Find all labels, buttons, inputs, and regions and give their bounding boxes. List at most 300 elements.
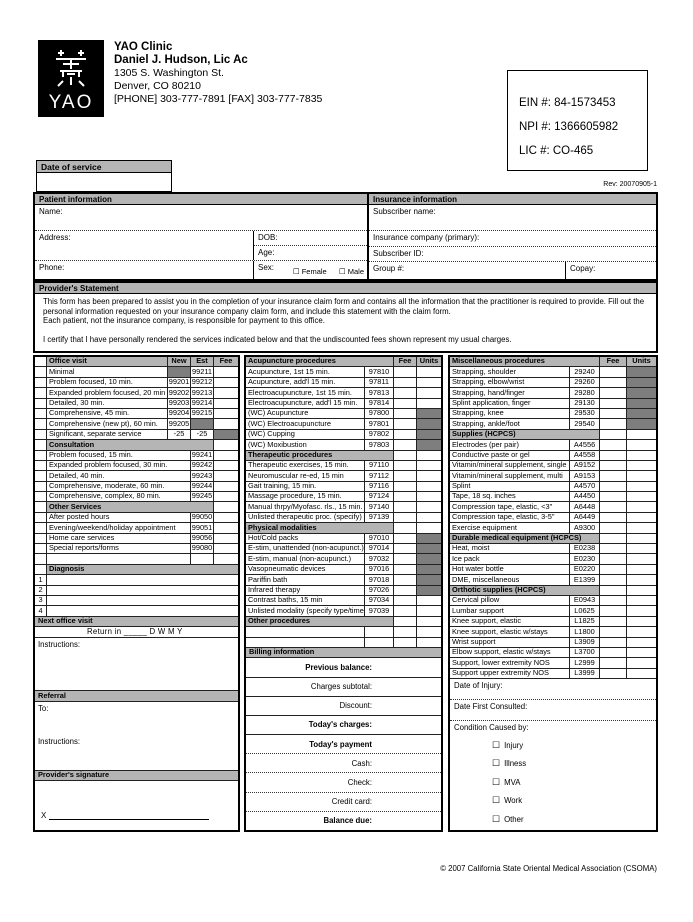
fee-cell[interactable] xyxy=(214,378,238,387)
billing-row xyxy=(246,658,441,677)
table-row xyxy=(35,482,238,492)
subscriber-id-field[interactable]: Subscriber ID: xyxy=(369,247,656,262)
next-visit-instructions-field[interactable]: Instructions: xyxy=(35,638,238,692)
fee-cell[interactable] xyxy=(600,658,627,667)
table-row xyxy=(35,627,238,637)
table-row xyxy=(450,461,656,471)
fee-cell[interactable] xyxy=(600,565,627,574)
procedure-label: Hot/Cold packs xyxy=(246,534,365,543)
units-cell[interactable] xyxy=(417,388,441,397)
billing-row xyxy=(246,793,441,812)
cpt-code: A4450 xyxy=(570,492,600,501)
checkbox-icon[interactable]: ☐ xyxy=(492,795,501,806)
table-row xyxy=(246,617,441,627)
units-cell[interactable] xyxy=(417,502,441,511)
procedure-label: Problem focused, 10 min. xyxy=(47,378,168,387)
fee-cell[interactable] xyxy=(600,482,627,491)
phone-field[interactable]: Phone: xyxy=(39,263,65,272)
table-row xyxy=(35,596,238,606)
checkbox-icon[interactable]: ☐ xyxy=(492,758,501,769)
cpt-code: L0625 xyxy=(570,606,600,615)
fee-cell[interactable] xyxy=(600,513,627,522)
provider-id-box xyxy=(507,70,648,171)
billing-label: Today's payment xyxy=(309,739,372,749)
units-cell[interactable] xyxy=(417,461,441,470)
units-cell[interactable] xyxy=(417,367,441,376)
units-cell[interactable] xyxy=(627,554,656,563)
fee-cell[interactable] xyxy=(214,388,238,397)
table-row xyxy=(246,409,441,419)
office-visit-title: Office visit xyxy=(47,357,168,366)
procedure-label: Massage procedure, 15 min. xyxy=(246,492,365,501)
fee-cell[interactable] xyxy=(214,471,238,480)
fee-cell[interactable] xyxy=(394,502,417,511)
fee-cell[interactable] xyxy=(394,492,417,501)
date-first-consulted-field[interactable]: Date First Consulted: xyxy=(450,700,656,721)
table-row xyxy=(35,399,238,409)
diagnosis-field[interactable] xyxy=(47,606,238,615)
fee-cell[interactable] xyxy=(394,440,417,449)
date-of-injury-field[interactable]: Date of Injury: xyxy=(450,679,656,700)
fee-cell[interactable] xyxy=(394,606,417,615)
units-cell[interactable] xyxy=(627,617,656,626)
billing-amount-field[interactable] xyxy=(374,697,441,715)
units-cell-na xyxy=(627,388,656,397)
cpt-code: E0238 xyxy=(570,544,600,553)
diagnosis-field[interactable] xyxy=(47,586,238,595)
units-cell[interactable] xyxy=(627,575,656,584)
fee-cell[interactable] xyxy=(600,399,627,408)
fee-cell[interactable] xyxy=(600,419,627,428)
signature-area xyxy=(35,781,238,830)
cpt-code: 97039 xyxy=(365,606,394,615)
fee-cell[interactable] xyxy=(214,399,238,408)
units-cell[interactable] xyxy=(627,523,656,532)
units-cell[interactable] xyxy=(627,451,656,460)
condition-option-label: MVA xyxy=(504,777,521,787)
fee-cell[interactable] xyxy=(394,409,417,418)
fee-cell[interactable] xyxy=(394,378,417,387)
diagnosis-number: 4 xyxy=(35,606,47,615)
fee-cell[interactable] xyxy=(394,513,417,522)
cpt-code: L2999 xyxy=(570,658,600,667)
table-row xyxy=(450,638,656,648)
fee-cell xyxy=(600,430,627,439)
cpt-code: 97810 xyxy=(365,367,394,376)
units-cell[interactable] xyxy=(627,565,656,574)
table-row xyxy=(450,544,656,554)
units-cell[interactable] xyxy=(627,492,656,501)
table-row xyxy=(450,409,656,419)
dob-field[interactable]: DOB: xyxy=(254,231,367,246)
table-row xyxy=(246,513,441,523)
cpt-code: 99056 xyxy=(191,533,213,543)
cpt-code: 29260 xyxy=(570,378,600,387)
signature-x-line[interactable] xyxy=(41,811,209,820)
table-row xyxy=(246,586,441,596)
x-label: X xyxy=(41,811,47,821)
procedure-label: Support, lower extremity NOS xyxy=(450,658,570,667)
units-cell-na xyxy=(417,565,441,574)
fee-cell[interactable] xyxy=(600,648,627,657)
table-row xyxy=(35,388,238,398)
table-row xyxy=(450,482,656,492)
table-row xyxy=(450,596,656,606)
copay-field[interactable]: Copay: xyxy=(565,262,656,279)
units-cell[interactable] xyxy=(627,648,656,657)
units-cell[interactable] xyxy=(417,399,441,408)
fee-cell[interactable] xyxy=(214,523,238,532)
cpt-code: 97140 xyxy=(365,502,394,511)
table-row xyxy=(35,451,238,461)
fee-cell[interactable] xyxy=(600,461,627,470)
fee-cell[interactable] xyxy=(394,554,417,563)
fee-cell[interactable] xyxy=(600,669,627,678)
cpt-code: A4558 xyxy=(570,451,600,460)
return-in-field[interactable]: Return in _____ D W M Y xyxy=(87,627,183,636)
referral-instructions-field[interactable]: Instructions: xyxy=(35,735,238,771)
fee-cell[interactable] xyxy=(600,596,627,605)
diagnosis-number: 2 xyxy=(35,586,47,595)
diagnosis-field[interactable] xyxy=(47,575,238,584)
patient-phone-row xyxy=(35,261,367,279)
fee-cell[interactable] xyxy=(394,596,417,605)
billing-label: Balance due: xyxy=(323,816,372,826)
age-field[interactable]: Age: xyxy=(258,248,275,257)
procedure-label: Contrast baths, 15 min xyxy=(246,596,365,605)
condition-option-label: Work xyxy=(504,796,523,806)
checkbox-icon[interactable]: ☐ xyxy=(492,739,501,750)
procedure-label: Vitamin/mineral supplement, multi xyxy=(450,471,570,480)
fee-cell[interactable] xyxy=(600,378,627,387)
units-cell[interactable] xyxy=(627,482,656,491)
billing-amount-field[interactable] xyxy=(374,793,441,811)
condition-checkbox-row xyxy=(450,736,656,755)
table-row xyxy=(35,586,238,596)
billing-amount-field[interactable] xyxy=(374,716,441,734)
fee-cell[interactable] xyxy=(214,409,238,418)
units-cell xyxy=(417,451,441,460)
yao-seal-icon xyxy=(54,47,88,87)
fee-cell[interactable] xyxy=(394,534,417,543)
gutter-cell xyxy=(35,388,47,397)
table-row xyxy=(246,554,441,564)
cpt-code: 97026 xyxy=(365,586,394,595)
patient-name-field[interactable]: Name: xyxy=(35,205,367,231)
fee-cell[interactable] xyxy=(600,502,627,511)
fee-cell[interactable] xyxy=(600,388,627,397)
subscriber-name-field[interactable]: Subscriber name: xyxy=(369,205,656,231)
fee-cell[interactable] xyxy=(394,565,417,574)
fee-cell[interactable] xyxy=(600,492,627,501)
fee-cell[interactable] xyxy=(214,451,238,460)
units-cell[interactable] xyxy=(417,482,441,491)
ein-number: EIN #: 84-1573453 xyxy=(519,97,616,109)
fee-cell[interactable] xyxy=(600,554,627,563)
fee-cell[interactable] xyxy=(600,367,627,376)
table-row xyxy=(246,638,441,648)
fee-cell[interactable] xyxy=(394,471,417,480)
cpt-code: A4570 xyxy=(570,482,600,491)
gutter-cell xyxy=(35,357,47,366)
cpt-code: 97124 xyxy=(365,492,394,501)
table-row xyxy=(35,534,238,544)
cpt-code: L3700 xyxy=(570,648,600,657)
fee-cell[interactable] xyxy=(600,523,627,532)
condition-caused-by-group xyxy=(450,721,656,830)
fee-cell[interactable] xyxy=(600,606,627,615)
cpt-code: 99050 xyxy=(191,512,213,522)
units-cell[interactable] xyxy=(627,596,656,605)
units-cell[interactable] xyxy=(627,471,656,480)
gutter-cell xyxy=(35,544,47,553)
procedure-label: Splint application, finger xyxy=(450,399,570,408)
statement-paragraph-2: Each patient, not the insurance company, is responsible for payment to this office. xyxy=(43,316,325,326)
gutter-cell xyxy=(35,523,47,532)
procedure-label: Conductive paste or gel xyxy=(450,451,570,460)
procedure-label: Acupuncture, 1st 15 min. xyxy=(246,367,365,376)
cpt-code: 97814 xyxy=(365,399,394,408)
billing-amount-field[interactable] xyxy=(374,735,441,753)
units-cell[interactable] xyxy=(627,658,656,667)
table-row xyxy=(35,357,238,367)
date-of-service-field[interactable] xyxy=(37,173,171,191)
fee-cell[interactable] xyxy=(214,554,238,563)
units-cell xyxy=(417,617,441,626)
procedure-label xyxy=(47,554,191,563)
fee-cell[interactable] xyxy=(394,638,417,647)
table-row xyxy=(450,419,656,429)
billing-row xyxy=(246,697,441,716)
gutter-cell xyxy=(35,565,47,574)
cpt-code xyxy=(365,627,394,636)
fee-cell[interactable] xyxy=(214,367,238,376)
cpt-code: 97116 xyxy=(365,482,394,491)
insurance-company-field[interactable]: Insurance company (primary): xyxy=(369,231,656,247)
office-visit-column xyxy=(33,355,240,832)
procedure-label: Splint xyxy=(450,482,570,491)
procedure-label: Ice pack xyxy=(450,554,570,563)
units-cell[interactable] xyxy=(417,471,441,480)
cpt-code: A9153 xyxy=(570,471,600,480)
signature-line[interactable] xyxy=(49,819,209,820)
billing-amount-field[interactable] xyxy=(374,754,441,772)
fee-cell[interactable] xyxy=(394,461,417,470)
billing-row xyxy=(246,773,441,792)
units-cell[interactable] xyxy=(627,513,656,522)
gutter-cell xyxy=(35,440,47,449)
units-cell[interactable] xyxy=(627,544,656,553)
est-code-na xyxy=(191,419,214,428)
billing-row xyxy=(246,812,441,830)
units-cell[interactable] xyxy=(417,606,441,615)
clinic-name: YAO Clinic xyxy=(114,41,173,53)
fee-cell[interactable] xyxy=(394,627,417,636)
units-cell xyxy=(417,523,441,532)
procedure-label: Problem focused, 15 min. xyxy=(47,451,191,460)
fee-cell[interactable] xyxy=(600,638,627,647)
table-row xyxy=(35,471,238,481)
gutter-cell xyxy=(35,378,47,387)
units-cell[interactable] xyxy=(417,378,441,387)
units-cell[interactable] xyxy=(627,669,656,678)
fee-cell[interactable] xyxy=(394,544,417,553)
fee-cell[interactable] xyxy=(214,534,238,543)
units-cell-na xyxy=(627,409,656,418)
female-checkbox[interactable]: ☐ Female xyxy=(292,267,327,276)
new-code: 99204 xyxy=(168,408,190,418)
fee-cell[interactable] xyxy=(214,461,238,470)
sex-label: Sex: xyxy=(258,263,275,272)
statement-paragraph-1: This form has been prepared to assist you in the completion of your insurance claim form and contains all the information that the practitioner is required to provide. Fill out the personal information requested on your insurance company claim form, and include this statement with the claim form. xyxy=(43,297,645,316)
billing-amount-field[interactable] xyxy=(374,658,441,676)
table-row xyxy=(246,606,441,616)
units-cell[interactable] xyxy=(627,638,656,647)
fee-cell[interactable] xyxy=(214,544,238,553)
col-header-units: Units xyxy=(417,357,441,366)
table-row xyxy=(35,378,238,388)
table-row xyxy=(246,367,441,377)
table-row xyxy=(246,523,441,533)
table-row xyxy=(450,586,656,596)
fee-cell[interactable] xyxy=(394,575,417,584)
procedure-label: Lumbar support xyxy=(450,606,570,615)
fee-cell[interactable] xyxy=(214,482,238,491)
cpt-code: 29540 xyxy=(570,419,600,428)
procedure-label: Pariffin bath xyxy=(246,575,365,584)
table-row xyxy=(35,430,238,440)
fee-cell[interactable] xyxy=(394,367,417,376)
table-row xyxy=(35,440,238,450)
units-cell[interactable] xyxy=(417,627,441,636)
address-line2: Denver, CO 80210 xyxy=(114,80,201,92)
fee-cell[interactable] xyxy=(394,430,417,439)
table-row xyxy=(246,648,441,658)
fee-cell[interactable] xyxy=(394,419,417,428)
fee-cell[interactable] xyxy=(214,492,238,501)
patient-address-field[interactable]: Address: xyxy=(39,233,71,242)
est-code: 99215 xyxy=(191,408,213,418)
billing-row xyxy=(246,735,441,754)
cpt-code: 99245 xyxy=(191,492,213,501)
section-header: Therapeutic procedures xyxy=(246,451,394,460)
table-row xyxy=(35,771,238,781)
diagnosis-field[interactable] xyxy=(47,596,238,605)
procedure-label: Acupuncture, add'l 15 min. xyxy=(246,378,365,387)
section-header: Physical modalities xyxy=(246,523,394,532)
cpt-code: A6449 xyxy=(570,513,600,522)
procedure-label: After posted hours xyxy=(47,513,191,522)
group-number-field[interactable]: Group #: xyxy=(373,264,405,273)
units-cell[interactable] xyxy=(417,638,441,647)
fee-cell[interactable] xyxy=(600,409,627,418)
procedure-label: Strapping, hand/finger xyxy=(450,388,570,397)
fee-cell[interactable] xyxy=(394,482,417,491)
est-code: 99212 xyxy=(191,377,213,387)
fee-cell[interactable] xyxy=(394,388,417,397)
fee-cell[interactable] xyxy=(600,544,627,553)
units-cell-na xyxy=(627,419,656,428)
fee-cell[interactable] xyxy=(600,617,627,626)
table-row xyxy=(35,502,238,512)
table-row xyxy=(450,367,656,377)
gutter-cell xyxy=(35,430,47,439)
condition-option-label: Injury xyxy=(504,740,524,750)
units-cell[interactable] xyxy=(417,492,441,501)
fee-cell[interactable] xyxy=(600,471,627,480)
fee-cell[interactable] xyxy=(600,575,627,584)
billing-amount-field[interactable] xyxy=(374,812,441,830)
units-cell-na xyxy=(417,430,441,439)
diagnosis-number: 1 xyxy=(35,575,47,584)
checkbox-icon[interactable]: ☐ xyxy=(492,813,501,824)
col-header-units: Units xyxy=(627,357,656,366)
units-cell[interactable] xyxy=(627,627,656,636)
fee-cell[interactable] xyxy=(394,586,417,595)
cpt-code: 97010 xyxy=(365,534,394,543)
units-cell[interactable] xyxy=(417,596,441,605)
units-cell[interactable] xyxy=(627,440,656,449)
fee-cell[interactable] xyxy=(600,440,627,449)
procedure-label: Gait training, 15 min. xyxy=(246,482,365,491)
table-row xyxy=(35,367,238,377)
fee-cell[interactable] xyxy=(394,399,417,408)
table-row xyxy=(35,691,238,701)
units-cell-na xyxy=(417,575,441,584)
procedure-label: Heat, moist xyxy=(450,544,570,553)
procedure-label: Manual thrpy/Myofasc. rls., 15 min. xyxy=(246,502,365,511)
date-of-service-box xyxy=(36,160,172,192)
condition-checkbox-row xyxy=(450,810,656,829)
procedure-label xyxy=(246,638,365,647)
table-row xyxy=(246,492,441,502)
fee-cell[interactable] xyxy=(600,451,627,460)
procedure-label: Wrist support xyxy=(450,638,570,647)
fee-cell[interactable] xyxy=(600,627,627,636)
cpt-code: 97813 xyxy=(365,388,394,397)
cpt-code: E0220 xyxy=(570,565,600,574)
referral-to-field[interactable]: To: xyxy=(38,703,49,713)
units-cell[interactable] xyxy=(627,606,656,615)
gutter-cell xyxy=(35,492,47,501)
providers-statement-title: Provider's Statement xyxy=(35,283,656,294)
cpt-code: 99241 xyxy=(191,450,213,459)
fee-cell[interactable] xyxy=(214,419,238,428)
fee-cell[interactable] xyxy=(214,513,238,522)
phone-fax: [PHONE] 303-777-7891 [FAX] 303-777-7835 xyxy=(114,93,323,105)
cpt-code: 99051 xyxy=(191,523,213,532)
table-row xyxy=(450,357,656,367)
units-cell[interactable] xyxy=(417,513,441,522)
table-row xyxy=(246,430,441,440)
procedure-label: Compression tape, elastic, 3-5" xyxy=(450,513,570,522)
new-code: 99203 xyxy=(168,398,190,407)
procedure-label: Support upper extremity NOS xyxy=(450,669,570,678)
units-cell[interactable] xyxy=(627,502,656,511)
gutter-cell xyxy=(35,502,47,511)
npi-number: NPI #: 1366605982 xyxy=(519,121,619,133)
billing-amount-field[interactable] xyxy=(374,773,441,791)
male-checkbox[interactable]: ☐ Male xyxy=(338,267,364,276)
date-of-service-label: Date of service xyxy=(37,161,171,173)
est-code: 99214 xyxy=(191,398,213,407)
procedure-label: Strapping, knee xyxy=(450,409,570,418)
checkbox-icon[interactable]: ☐ xyxy=(492,776,501,787)
billing-amount-field[interactable] xyxy=(374,678,441,696)
billing-label: Charges subtotal: xyxy=(310,682,372,692)
sex-field xyxy=(253,261,367,279)
units-cell[interactable] xyxy=(627,461,656,470)
